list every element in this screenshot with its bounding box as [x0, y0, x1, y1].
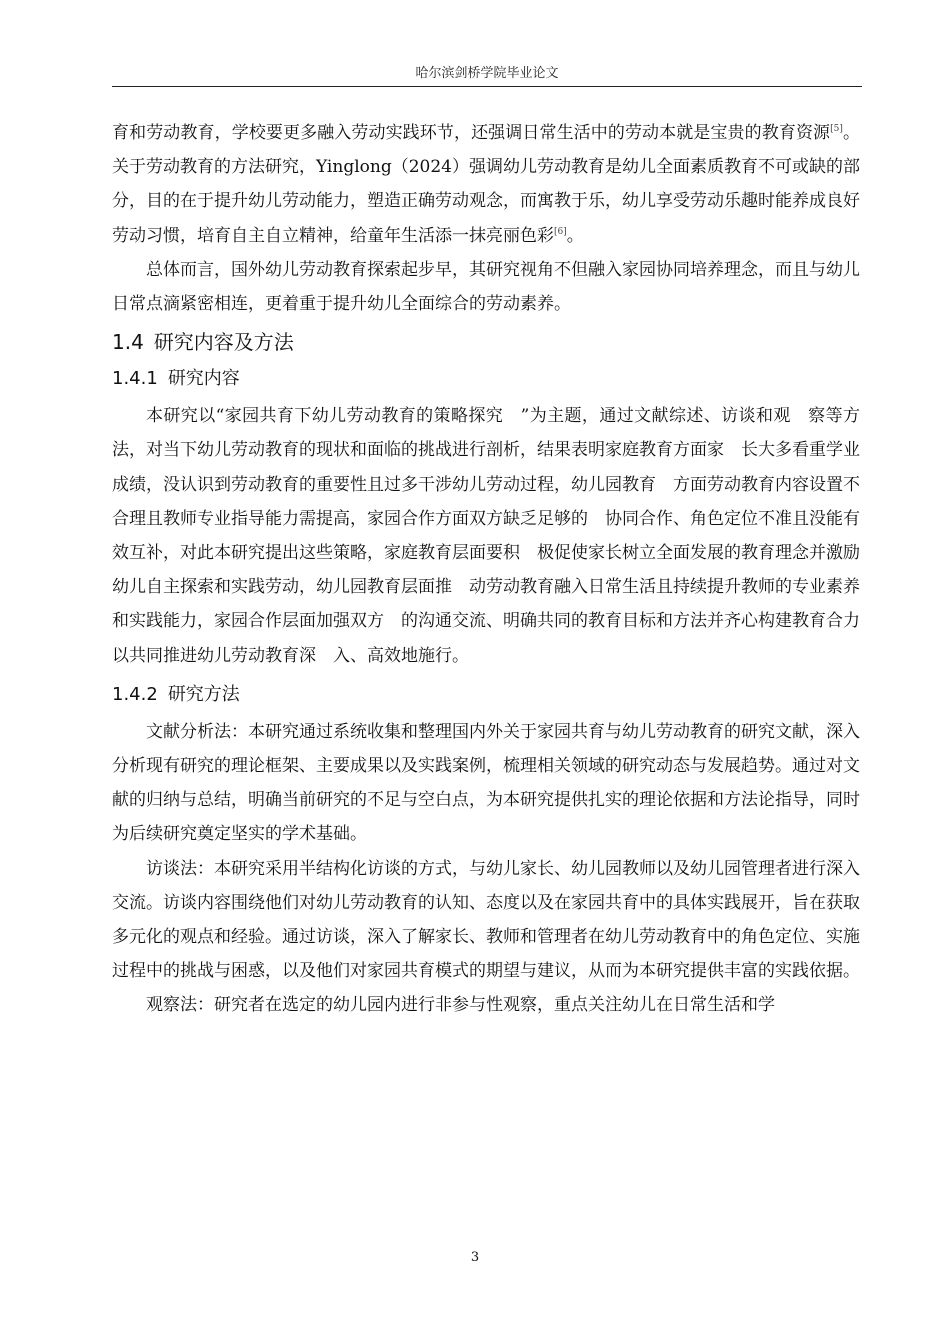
subsection-title: 研究内容	[167, 368, 240, 390]
citation-ref: [6]	[554, 226, 567, 237]
paragraph-continuation	[112, 116, 860, 253]
page-number: 3	[470, 1250, 480, 1265]
subsection-number: 1.4.1	[112, 368, 158, 390]
subsection-heading-1-4-2	[112, 681, 860, 709]
document-body	[112, 116, 860, 1023]
paragraph-interview-method: 访谈法：本研究采用半结构化访谈的方式，与幼儿家长、幼儿园教师以及幼儿园管理者进行深入交流。访谈内容围绕他们对幼儿劳动教育的认知、态度以及在家园共育中的具体实践展开，旨在获取多元化的观点和经验。通过访谈，深入了解家长、教师和管理者在幼儿劳动教育中的角色定位、实施过程中的挑战与困惑，以及他们对家园共育模式的期望与建议，从而为本研究提供丰富的实践依据。	[112, 858, 860, 982]
paragraph-summary: 总体而言，国外幼儿劳动教育探索起步早，其研究视角不但融入家园协同培养理念，而且与幼儿日常点滴紧密相连，更着重于提升幼儿全面综合的劳动素养。	[112, 259, 860, 315]
paragraph-text: 。	[566, 225, 584, 246]
page-header-title: 哈尔滨剑桥学院毕业论文	[415, 66, 559, 81]
paragraph-text: 。关于劳动教育的方法研究，Yinglong（2024）强调幼儿劳动教育是幼儿全面素质教育不可或缺的部分，目的在于提升幼儿劳动能力，塑造正确劳动观念，而寓教于乐，幼儿享受劳动乐趣时能养成良好劳动习惯，培育自主自立精神，给童年生活添一抹亮丽色彩	[112, 123, 861, 246]
paragraph-research-content: 本研究以“家园共育下幼儿劳动教育的策略探究 ”为主题，通过文献综述、访谈和观 察等方法，对当下幼儿劳动教育的现状和面临的挑战进行剖析，结果表明家庭教育方面家 长大多看重学业成绩，没认识到劳动教育的重要性且过多干涉幼儿劳动过程，幼儿园教育 方面劳动教育内容设置不合理且教师专业指导能力需提高，家园合作方面双方缺乏足够的 协同合作、角色定位不准且没能有效互补，对此本研究提出这些策略，家庭教育层面要积 极促使家长树立全面发展的教育理念并激励幼儿自主探索和实践劳动，幼儿园教育层面推 动劳动教育融入日常生活且持续提升教师的专业素养和实践能力，家园合作层面加强双方 的沟通交流、明确共同的教育目标和方法并齐心构建教育合力以共同推进幼儿劳动教育深 入、高效地施行。	[112, 406, 860, 666]
section-heading-1-4	[112, 327, 860, 357]
paragraph-text: 育和劳动教育，学校要更多融入劳动实践环节，还强调日常生活中的劳动本就是宝贵的教育资源	[112, 123, 831, 143]
section-title: 研究内容及方法	[153, 330, 294, 355]
section-number: 1.4	[112, 330, 144, 355]
subsection-number: 1.4.2	[112, 683, 158, 705]
subsection-heading-1-4-1	[112, 365, 860, 393]
paragraph-observation-method: 观察法：研究者在选定的幼儿园内进行非参与性观察，重点关注幼儿在日常生活和学	[146, 995, 775, 1016]
header-divider	[112, 86, 862, 87]
subsection-title: 研究方法	[167, 683, 240, 705]
paragraph-literature-method: 文献分析法：本研究通过系统收集和整理国内外关于家园共育与幼儿劳动教育的研究文献，深入分析现有研究的理论框架、主要成果以及实践案例，梳理相关领域的研究动态与发展趋势。通过对文献的归纳与总结，明确当前研究的不足与空白点，为本研究提供扎实的理论依据和方法论指导，同时为后续研究奠定坚实的学术基础。	[112, 721, 860, 845]
citation-ref: [5]	[830, 124, 843, 134]
